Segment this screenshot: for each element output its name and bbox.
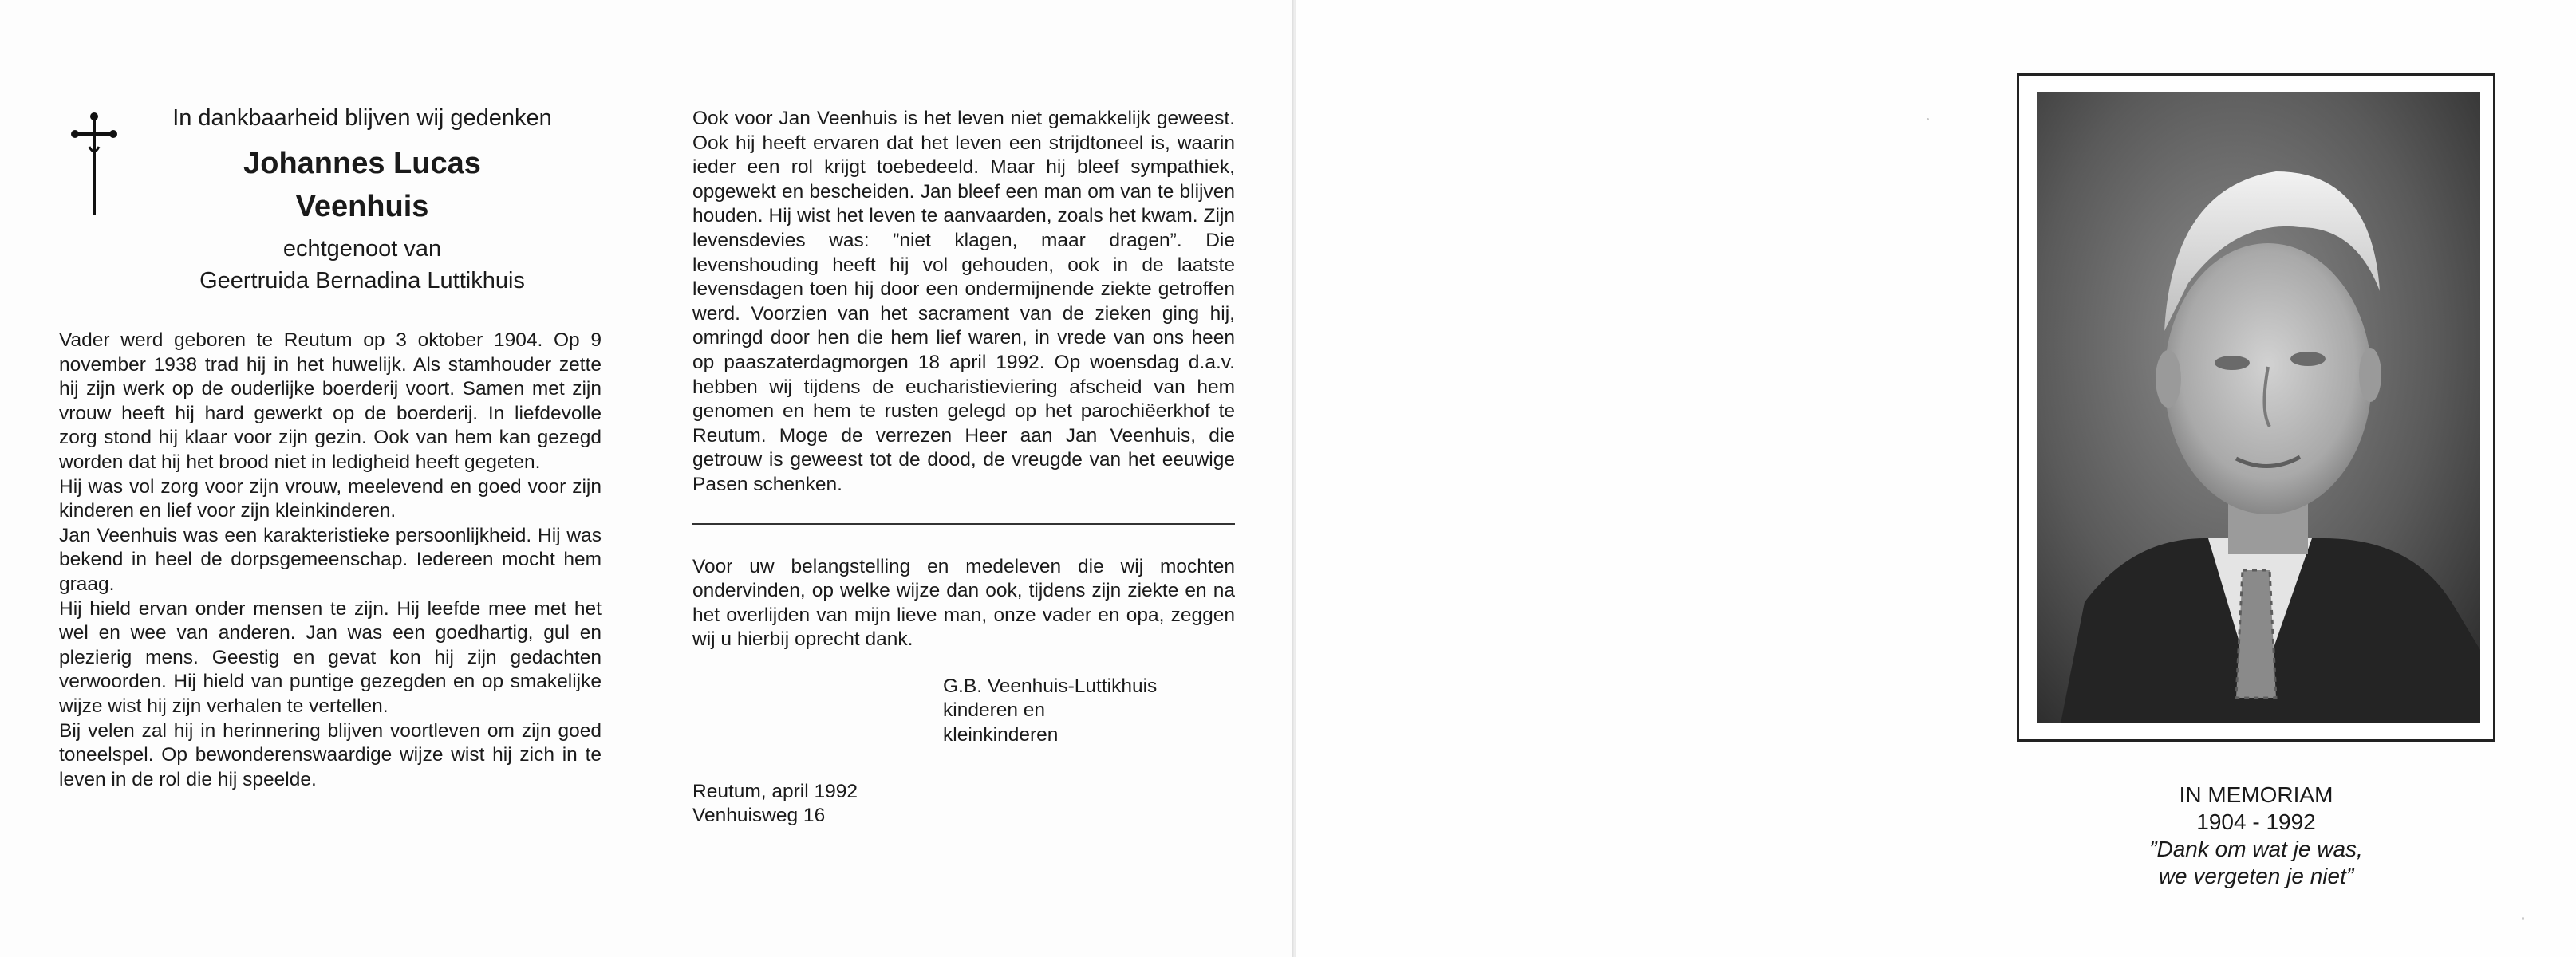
signature-line: kleinkinderen <box>943 724 1059 746</box>
biography-paragraph: Hij hield ervan onder mensen te zijn. Hij leefde mee met het wel en wee van anderen. Jan was een goedhartig, gul en plezierig mens. Geestig en gevat kon hij zijn gedachten verwoorden. Hij hield van puntige gezegden en op smakelijke wijze wist hij zijn verhalen te vertellen. <box>59 597 602 717</box>
obituary-left-column <box>59 102 602 792</box>
biography-paragraph: Hij was vol zorg voor zijn vrouw, meelevend en goed voor zijn kinderen en lief voor zijn kleinkinderen. <box>59 475 602 522</box>
memoriam-caption <box>2017 782 2495 890</box>
signature-line: G.B. Veenhuis-Luttikhuis <box>943 675 1158 697</box>
spouse-label: echtgenoot van <box>282 236 442 262</box>
biography-paragraph: Bij velen zal hij in herinnering blijven voortleven om zijn goed toneelspel. Op bewonderenswaardige wijze wist hij zich in te leven in de rol die hij speelde. <box>59 719 602 790</box>
thanks-text <box>692 555 1235 652</box>
paper-speck <box>1927 118 1929 120</box>
life-text <box>692 107 1235 498</box>
family-signature <box>943 675 1235 748</box>
memoriam-quote-line-1: ”Dank om wat je was, <box>2149 837 2363 861</box>
memoriam-years: 1904 - 1992 <box>2196 809 2316 834</box>
life-paragraph: Ook voor Jan Veenhuis is het leven niet gemakkelijk geweest. Ook hij heeft ervaren dat het leven een strijdtoneel is, waarin ieder een rol krijgt toebedeeld. Maar hij bleef sympathiek, opgewekt en bescheiden. Jan bleef een man om van te blijven houden. Hij wist het leven te aanvaarden, zoals het kwam. Zijn levensdevies was: ”niet klagen, maar dragen”. Die levenshouding heeft hij vol gehouden, ook in de laatste levensdagen toen hij door een ondermijnende ziekte getroffen werd. Voorzien van het sacrament van de zieken ging hij, omringd door hen die hem lief waren, in vrede van ons heen op paaszaterdagmorgen 18 april 1992. Op woensdag d.a.v. hebben wij tijdens de eucharistieviering afscheid van hem genomen en hem te rusten gelegd op het parochiëerkhof te Reutum. Moge de verrezen Heer aan Jan Veenhuis, die getrouw is geweest tot de dood, de vreugde van het eeuwige Pasen schenken. <box>692 108 1235 495</box>
memoriam-quote-line-2: we vergeten je niet” <box>2158 864 2354 888</box>
spouse-name: Geertruida Bernadina Luttikhuis <box>199 268 525 293</box>
address: Venhuisweg 16 <box>692 805 826 827</box>
obituary-header <box>139 102 586 297</box>
biography-paragraph: Jan Veenhuis was een karakteristieke persoonlijkheid. Hij was bekend in heel de dorpsgemeenschap. Iedereen mocht hem graag. <box>59 524 602 595</box>
paper-speck <box>2522 917 2524 920</box>
memoriam-title: IN MEMORIAM <box>2179 782 2333 807</box>
place-date: Reutum, april 1992 <box>692 780 858 802</box>
name-line-1: Johannes Lucas <box>243 147 481 180</box>
intro-text: In dankbaarheid blijven wij gedenken <box>172 105 552 131</box>
portrait-frame <box>2017 73 2495 742</box>
biography-text <box>59 329 602 792</box>
spouse-info <box>139 233 586 297</box>
section-divider <box>692 523 1235 525</box>
portrait-photo <box>2037 92 2480 723</box>
name-line-2: Veenhuis <box>295 190 429 223</box>
thanks-paragraph: Voor uw belangstelling en medeleven die wij mochten ondervinden, op welke wijze dan ook, tijdens zijn ziekte en na het overlijden van mijn lieve man, onze vader en opa, zeggen wij u hierbij oprecht dank. <box>692 555 1235 651</box>
signature-line: kinderen en <box>943 699 1046 722</box>
place-and-address <box>692 780 1235 829</box>
deceased-name <box>139 142 586 228</box>
obituary-middle-column <box>692 107 1235 829</box>
biography-paragraph: Vader werd geboren te Reutum op 3 oktober 1904. Op 9 november 1938 trad hij in het huwelijk. Als stamhouder zette hij zijn werk op de ouderlijke boerderij voort. Samen met zijn vrouw heeft hij hard gewerkt op de boerderij. In liefdevolle zorg stond hij klaar voor zijn gezin. Ook van hem kan gezegd worden dat hij het brood niet in ledigheid heeft gegeten. <box>59 329 602 473</box>
